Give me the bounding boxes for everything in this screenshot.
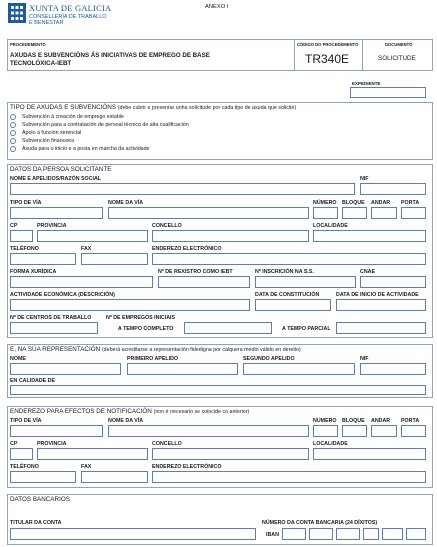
control-digit-input[interactable] [363,528,379,540]
option-management-support: Apoio á función xerencial [22,130,82,136]
name-label: NOME E APELIDOS/RAZÓN SOCIAL [10,176,102,182]
annex-label: ANEXO I [205,4,229,10]
block-label: BLOQUE [342,200,365,206]
option-startup-aid: Axuda para o inicio e a posta en marcha da actividade [22,146,150,152]
work-centres-label: Nº DE CENTROS DE TRABALLO [10,315,92,321]
notif-road-type-input[interactable] [10,425,103,437]
activity-label: ACTIVIDADE ECONÓMICA (DESCRICIÓN) [10,292,115,298]
notif-province-label: PROVINCIA [37,441,67,447]
option-stable-employment: Subvención á creación de emprego estable [22,114,124,120]
notif-block-label: BLOQUE [342,418,365,424]
applicant-phone-input[interactable] [10,253,76,265]
notification-heading: ENDEREZO PARA EFECTOS DE NOTIFICACIÓN (non é necesario se coincide co anterior) [10,408,250,415]
notif-road-name-label: NOME DA VÍA [108,418,144,424]
applicant-cp-input[interactable] [10,230,33,242]
radio-financial-subsidy[interactable] [10,138,16,144]
applicant-heading: DATOS DA PERSOA SOLICITANTE [10,166,112,173]
floor-label: ANDAR [371,200,391,206]
notif-council-label: CONCELLO [152,441,182,447]
legal-form-label: FORMA XURÍDICA [10,269,57,275]
applicant-constitution-date-input[interactable] [255,299,331,311]
logo-dept-1: CONSELLERÍA DE TRABALLO [29,14,107,20]
bank-code-input[interactable] [309,528,333,540]
notif-door-label: PORTA [401,418,420,424]
procedure-title-1: AXUDAS E SUBVENCIÓNS ÁS INICIATIVAS DE EMPREGO DE BASE [10,52,210,59]
cnae-label: CNAE [360,269,376,275]
applicant-full-time-input[interactable] [184,322,272,334]
part-time-label: A TEMPO PARCIAL [282,326,331,332]
applicant-number-input[interactable] [313,207,338,219]
applicant-nif-input[interactable] [360,183,426,195]
applicant-road-type-input[interactable] [10,207,103,219]
notif-council-input[interactable] [152,448,309,460]
rep-surname1-label: PRIMEIRO APELIDO [127,356,179,362]
representative-heading: E, NA SÚA REPRESENTACIÓN (deberá acreditarse a representación fidedigna por calquera medio válido en dereito) [10,346,301,353]
document-type: SOLICITUDE [378,55,416,62]
initial-jobs-label: Nº DE EMPREGOS INICIAIS [106,315,176,321]
notif-floor-label: ANDAR [371,418,391,424]
applicant-fax-input[interactable] [81,253,148,265]
rep-name-input[interactable] [10,363,121,375]
notif-locality-input[interactable] [313,448,426,460]
notif-number-label: NÚMERO [313,418,337,424]
applicant-name-input[interactable] [10,183,355,195]
road-type-label: TIPO DE VÍA [10,200,42,206]
notif-block-input[interactable] [342,425,367,437]
applicant-ss-reg-input[interactable] [255,276,356,288]
radio-management-support[interactable] [10,130,16,136]
rep-surname2-label: SEGUNDO APELIDO [243,356,295,362]
notif-road-name-input[interactable] [108,425,309,437]
procedure-code: TR340E [305,52,350,66]
applicant-door-input[interactable] [401,207,426,219]
procedure-code-label: CÓDIGO DO PROCEDEMENTO [297,42,359,47]
start-date-label: DATA DE INICIO DE ACTIVIDADE [336,292,419,298]
door-label: PORTA [401,200,420,206]
province-label: PROVINCIA [37,223,67,229]
notif-road-type-label: TIPO DE VÍA [10,418,42,424]
option-financial-subsidy: Subvención financeira [22,138,75,144]
option-technical-staff: Subvención para a contratación de persoal técnico de alta cualificación [22,122,189,128]
bank-heading: DATOS BANCARIOS [10,496,70,503]
notif-phone-label: TELÉFONO [10,464,39,470]
applicant-legal-form-input[interactable] [10,276,153,288]
notif-email-label: ENDEREZO ELECTRÓNICO [152,464,222,470]
procedure-title-2: TECNOLÓXICA-IEBT [10,60,72,67]
logo-title: XUNTA DE GALICIA [29,3,112,13]
xunta-logo [8,3,112,29]
account-no-input-1[interactable] [382,528,403,540]
logo-dept-2: E BENESTAR [29,20,64,26]
account-holder-label: TITULAR DA CONTA [10,520,62,526]
notif-fax-input[interactable] [81,471,148,483]
notif-phone-input[interactable] [10,471,76,483]
applicant-road-name-input[interactable] [108,207,309,219]
expedient-input[interactable] [350,87,426,98]
radio-startup-aid[interactable] [10,146,16,152]
applicant-province-input[interactable] [37,230,148,242]
applicant-cnae-input[interactable] [360,276,426,288]
council-label: CONCELLO [152,223,182,229]
notif-cp-input[interactable] [10,448,33,460]
notif-fax-label: FAX [81,464,92,470]
rep-capacity-input[interactable] [10,385,426,395]
applicant-work-centres-input[interactable] [10,322,98,334]
rep-capacity-label: EN CALIDADE DE [10,378,56,384]
rep-nif-label: NIF [360,356,369,362]
nif-label: NIF [360,176,369,182]
applicant-activity-input[interactable] [10,299,250,311]
full-time-label: A TEMPO COMPLETO [118,326,174,332]
rep-surname2-input[interactable] [243,363,355,375]
account-number-label: NÚMERO DA CONTA BANCARIA (24 DÍXITOS) [262,520,378,526]
notif-cp-label: CP [10,441,18,447]
notif-province-input[interactable] [37,448,148,460]
radio-stable-employment[interactable] [10,114,16,120]
applicant-email-input[interactable] [152,253,426,265]
notif-number-input[interactable] [313,425,338,437]
applicant-floor-input[interactable] [371,207,397,219]
fax-label: FAX [81,246,92,252]
xunta-emblem-icon [8,3,26,23]
notif-email-input[interactable] [152,471,426,483]
document-label: DOCUMENTO [385,42,413,47]
rep-name-label: NOME [10,356,26,362]
rep-surname1-input[interactable] [127,363,238,375]
constitution-date-label: DATA DE CONSTITUCIÓN [255,292,320,298]
procedure-label: PROCEDEMENTO [10,42,46,47]
locality-label: LOCALIDADE [313,223,348,229]
notif-door-input[interactable] [401,425,426,437]
account-no-input-2[interactable] [406,528,426,540]
branch-code-input[interactable] [336,528,360,540]
applicant-part-time-input[interactable] [336,322,426,334]
iban-label: IBAN [266,532,279,538]
number-label: NÚMERO [313,200,337,206]
phone-label: TELÉFONO [10,246,39,252]
aid-types-heading: TIPO DE AXUDAS E SUBVENCIÓNS (debe cubrir e presentar unha solicitude por cada tipo de axuda que solicite) [10,104,297,111]
notif-floor-input[interactable] [371,425,397,437]
cp-label: CP [10,223,18,229]
email-label: ENDEREZO ELECTRÓNICO [152,246,222,252]
radio-technical-staff[interactable] [10,122,16,128]
rep-nif-input[interactable] [360,363,426,375]
ss-reg-label: Nº INSCRICIÓN NA S.S. [255,269,314,275]
iebt-reg-label: Nº DE REXISTRO COMO IEBT [158,269,233,275]
applicant-locality-input[interactable] [313,230,426,242]
iban-input[interactable] [282,528,306,540]
notif-locality-label: LOCALIDADE [313,441,348,447]
account-holder-input[interactable] [10,528,256,540]
road-name-label: NOME DA VÍA [108,200,144,206]
expedient-label: EXPEDIENTE [352,81,381,86]
applicant-iebt-reg-input[interactable] [158,276,250,288]
applicant-council-input[interactable] [152,230,309,242]
applicant-start-date-input[interactable] [336,299,426,311]
applicant-block-input[interactable] [342,207,367,219]
